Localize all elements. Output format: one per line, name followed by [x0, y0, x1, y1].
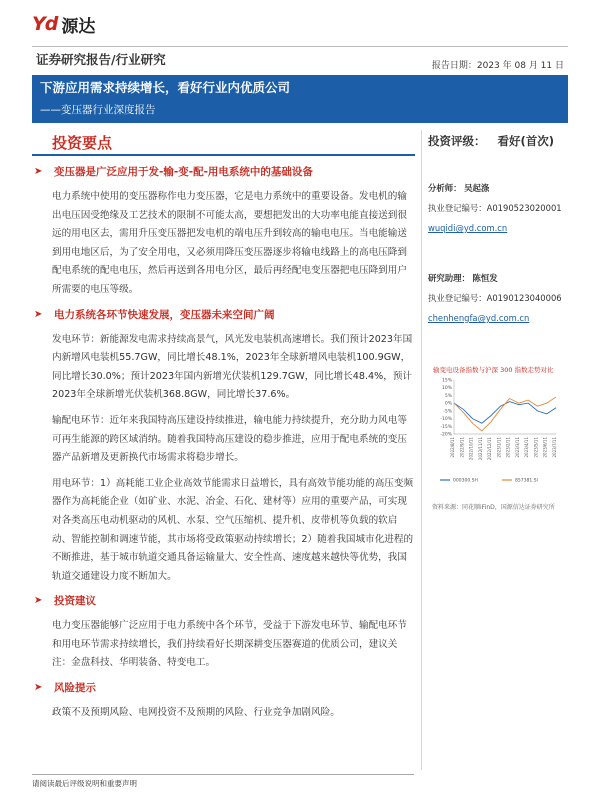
x-tick-label: 2023/7/11 [552, 437, 557, 458]
y-tick-label: 0% [444, 401, 452, 407]
y-tick-label: -15% [440, 424, 452, 430]
analyst-row [428, 178, 562, 198]
paragraph: 输配电环节：近年来我国特高压建设持续推进，输电能力持续提升，充分助力风电等可再生能源的跨区域消纳。随着我国特高压建设的稳步推进，应用于配电系统的变压器产品新增及更新换代市场需求将稳步增长。 [52, 414, 407, 464]
y-tick-label: 10% [441, 386, 452, 392]
assistant-label: 研究助理： [428, 273, 470, 283]
logo-mark: Yd [32, 13, 58, 35]
analyst-email-link[interactable]: wuqidi@yd.com.cn [428, 223, 508, 233]
x-tick-label: 2023/3/11 [514, 437, 520, 458]
paragraph: 电力变压器能够广泛应用于电力系统中各个环节，受益于下游发电环节、输配电环节和用电环节需求持续增长，我们持续看好长期深耕变压器赛道的优质公司，建议关注：金盘科技、华明装备、特变电工。 [52, 620, 407, 669]
section-2 [32, 307, 415, 587]
arrow-bullet-icon: ➤ [34, 166, 43, 177]
assistant-name: 陈恒发 [472, 273, 498, 283]
section-heading-text: 投资建议 [54, 595, 96, 608]
section-heading-text: 电力系统各环节快速发展，变压器未来空间广阔 [54, 308, 275, 321]
main-content [32, 160, 415, 730]
analyst-name: 吴起涤 [464, 183, 490, 193]
legend-label: 857381.SI [515, 478, 538, 484]
assistant-row [428, 268, 562, 288]
highlights-underline [32, 154, 415, 156]
analyst-cert: 执业登记编号：A0190523020001 [428, 203, 562, 213]
rating-label: 投资评级： [428, 134, 486, 148]
x-tick-label: 2023/1/11 [496, 437, 502, 458]
paragraph: 发电环节：新能源发电需求持续高景气，风光发电装机高速增长。我们预计2023年国内新增风电装机55.7GW，同比增长48.1%，2023年全球新增风电装机100.9GW，同比增长30.0%；预计2023年国内新增光伏装机129.7GW，同比增长48.4%，预计2023年全球新增光伏装机368.8GW，同比增长37.6%。 [52, 333, 413, 401]
assistant-info [428, 268, 562, 328]
x-tick-label: 2022/10/11 [468, 437, 474, 461]
y-tick-label: -10% [440, 417, 452, 423]
x-tick-label: 2023/2/11 [505, 437, 511, 458]
highlights-heading: 投资要点 [52, 134, 113, 152]
section-3 [32, 593, 415, 673]
chart-title: 输变电设备指数与沪深 300 指数走势对比 [433, 366, 554, 374]
index-comparison-chart [432, 376, 560, 488]
x-tick-label: 2022/11/11 [477, 437, 483, 461]
section-heading-text: 变压器是广泛应用于发-输-变-配-用电系统中的基础设备 [54, 166, 313, 178]
header-divider [32, 46, 568, 47]
x-tick-label: 2023/6/11 [542, 437, 548, 458]
report-title: 下游应用需求持续增长，看好行业内优质公司 [40, 80, 291, 95]
section-heading [32, 307, 415, 323]
column-divider [421, 130, 422, 770]
x-tick-label: 2023/5/11 [533, 437, 539, 458]
rating-value: 看好(首次) [497, 134, 555, 148]
paragraph: 用电环节：1）高耗能工业企业高效节能需求日益增长，具有高效节能功能的高压变频器作为高耗能企业（如矿业、水泥、冶金、石化、建材等）应用的重要产品，可实现对各类高压电动机驱动的风机、水泵、空气压缩机、提升机、皮带机等负载的软启动、智能控制和调速节能，其市场将受政策驱动持续增长；2）随着我国城市化进程的不断推进，基于城市轨道交通具备运输量大、安全性高、速度越来越快等优势，我国轨道交通建设力度不断加大。 [52, 477, 414, 582]
analyst-info [428, 178, 562, 238]
legend-label: 000300.SH [453, 478, 478, 484]
footer-divider [32, 774, 414, 775]
paragraph: 电力系统中使用的变压器称作电力变压器，它是电力系统中的重要设备。发电机的输出电压因受绝缘及工艺技术的限制不可能太高，要想把发出的大功率电能直接送到很远的用电区去，需用升压变压器把发电机的端电压升到较高的输电电压。当电能输送到用电地区后，为了安全用电，又必须用降压变压器逐步将输电线路上的高电压降到配电系统的配电电压，然后再送到各用电分区，最后再经配电变压器把电压降到用户所需要的电压等级。 [52, 191, 407, 295]
chart-source: 资料来源：同花顺iFinD，国源信达证券研究所 [432, 504, 555, 511]
report-date: 报告日期：2023 年 08 月 11 日 [431, 61, 564, 71]
investment-rating [428, 133, 554, 149]
footer-disclaimer: 请阅读最后评级说明和重要声明 [32, 779, 137, 788]
logo-name: 源达 [61, 16, 96, 37]
section-heading [32, 164, 415, 180]
section-4 [32, 680, 415, 723]
x-tick-label: 2022/9/11 [459, 437, 465, 458]
x-tick-label: 2022/12/11 [487, 437, 493, 461]
report-subtitle: ——变压器行业深度报告 [40, 104, 156, 116]
paragraph: 政策不及预期风险、电网投资不及预期的风险、行业竞争加剧风险。 [52, 707, 340, 719]
assistant-email-link[interactable]: chenhengfa@yd.com.cn [428, 313, 530, 323]
section-heading [32, 593, 415, 609]
y-tick-label: -20% [440, 432, 452, 438]
report-type: 证券研究报告/行业研究 [36, 52, 166, 67]
section-1 [32, 164, 415, 300]
arrow-bullet-icon: ➤ [34, 308, 43, 320]
section-heading [32, 680, 415, 696]
arrow-bullet-icon: ➤ [34, 682, 43, 694]
y-tick-label: 15% [441, 378, 452, 384]
assistant-cert: 执业登记编号：A0190123040006 [428, 293, 562, 303]
x-tick-label: 2022/8/11 [450, 437, 455, 458]
arrow-bullet-icon: ➤ [34, 595, 43, 607]
company-logo [32, 12, 95, 36]
analyst-label: 分析师： [428, 183, 462, 193]
y-tick-label: -5% [443, 409, 452, 415]
y-tick-label: 5% [444, 393, 452, 399]
series-line-857381.SI [454, 397, 556, 431]
section-heading-text: 风险提示 [54, 682, 96, 695]
x-tick-label: 2023/4/11 [524, 437, 530, 458]
